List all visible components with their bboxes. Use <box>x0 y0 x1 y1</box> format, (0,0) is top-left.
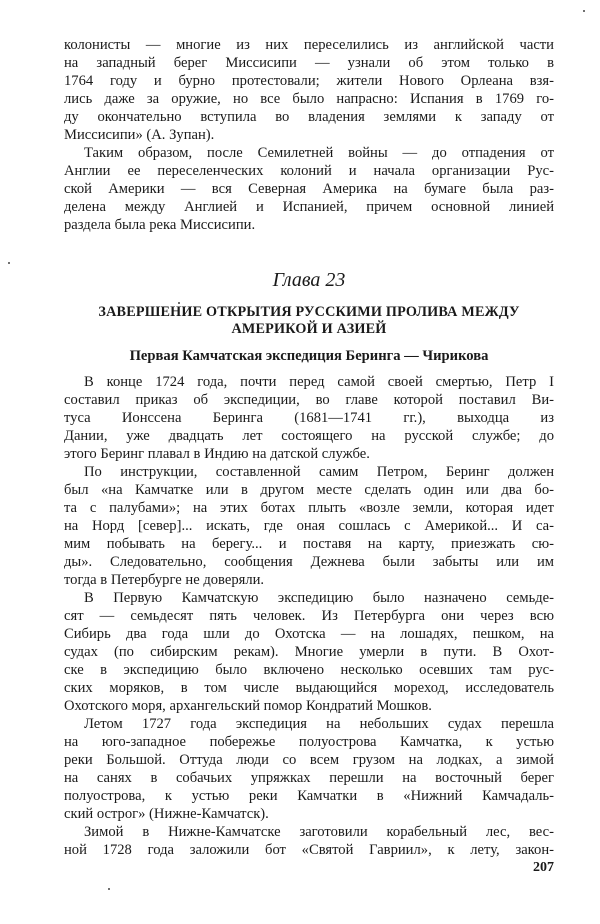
text-line: мим побывать на берегу... и поставя на карту, приезжать сю- <box>64 536 554 552</box>
text-line: сят — семьдесят пять человек. Из Петербурга они через всю <box>64 608 554 624</box>
text-line: раздела была река Миссисипи. <box>64 217 256 233</box>
scan-speck <box>8 262 10 264</box>
text-line: Дании, уже двадцать лет состоящего на русской службе; до <box>64 428 554 444</box>
text-line: ду окончательно вступила во владения землями к западу от <box>64 109 554 125</box>
text-line: тогда в Петербурге не доверяли. <box>64 572 265 588</box>
text-line: был «на Камчатке или в другом месте сделать один или два бо- <box>64 482 554 498</box>
scan-speck <box>108 888 110 890</box>
text-line: лись даже за оружие, но все было напрасно: Испания в 1769 го- <box>64 91 554 107</box>
page-number: 207 <box>533 860 554 875</box>
text-line: 1764 году и бурно протестовали; жители Нового Орлеана взя- <box>64 73 554 89</box>
body-paragraph-1 <box>64 373 554 463</box>
text-line: Сибирь два года шли до Охотска — на лошадях, пешком, на <box>64 626 554 642</box>
text-line: на Норд [север]... искать, где оная сошлась с Америкой... И са- <box>64 518 554 534</box>
text-line: ский острог» (Нижне-Камчатск). <box>64 806 269 822</box>
body-paragraph-4 <box>64 715 554 823</box>
text-line: По инструкции, составленной самим Петром, Беринг должен <box>84 464 554 480</box>
text-line: та с палубами»; на этих ботах плыть «возле земли, которая идет <box>64 500 554 516</box>
text-line: Летом 1727 года экспедиция на небольших судах перешла <box>84 716 554 732</box>
body-paragraph-2 <box>64 463 554 589</box>
text-line: В Первую Камчатскую экспедицию было назначено семьде- <box>84 590 554 606</box>
text-line: реки Большой. Оттуда люди со всем грузом на лодках, а зимой <box>64 752 554 768</box>
body-paragraph-3 <box>64 589 554 715</box>
intro-paragraph-2 <box>64 144 554 234</box>
text-line: Охотского моря, архангельский помор Кондратий Мошков. <box>64 698 432 714</box>
text-line: на санях в собачьих упряжках перешли на восточный берег <box>64 770 554 786</box>
book-page <box>64 36 554 896</box>
text-line: составил приказ об экспедиции, во главе которой поставил Ви- <box>64 392 554 408</box>
text-line: ной 1728 года заложили бот «Святой Гавриил», к лету, закон- <box>64 842 554 858</box>
text-line: Зимой в Нижне-Камчатске заготовили корабельный лес, вес- <box>84 824 554 840</box>
text-line: на юго-западное побережье полуострова Камчатка, к устью <box>64 734 554 750</box>
text-line: судах (по сибирским рекам). Многие умерли в пути. В Охот- <box>64 644 554 660</box>
text-line: В конце 1724 года, почти перед самой своей смертью, Петр I <box>84 374 554 390</box>
scan-speck <box>583 10 585 12</box>
chapter-heading-line-1: ЗАВЕРШЕНИЕ ОТКРЫТИЯ РУССКИМИ ПРОЛИВА МЕЖДУ <box>98 304 520 320</box>
text-line: Таким образом, после Семилетней войны — до отпадения от <box>84 145 554 161</box>
section-heading: Первая Камчатская экспедиция Беринга — Чирикова <box>129 348 489 364</box>
intro-paragraph-1 <box>64 36 554 144</box>
text-line: этого Беринг плавал в Индию на датской службе. <box>64 446 370 462</box>
text-line: ских моряков, в том числе выдающийся мореход, исследователь <box>64 680 554 696</box>
text-line: ды». Следовательно, сообщения Дежнева были забыты или им <box>64 554 554 570</box>
text-line: полуострова, к устью реки Камчатки в «Нижний Камчадаль- <box>64 788 554 804</box>
text-line: ской Америки — вся Северная Америка на бумаге была раз- <box>64 181 554 197</box>
text-line: ске в экспедицию было включено несколько осевших там рус- <box>64 662 554 678</box>
text-line: Англии ее переселенческих колоний и начала организации Рус- <box>64 163 554 179</box>
chapter-heading <box>64 304 554 338</box>
chapter-title: Глава 23 <box>272 269 346 291</box>
text-line: на западный берег Миссисипи — узнали об этом только в <box>64 55 554 71</box>
text-line: делена между Англией и Испанией, причем основной линией <box>64 199 554 215</box>
body-paragraph-5 <box>64 823 554 859</box>
text-line: колонисты — многие из них переселились из английской части <box>64 37 554 53</box>
scan-speck <box>178 302 180 304</box>
text-line: Миссисипи» (А. Зупан). <box>64 127 215 143</box>
text-line: туса Ионссена Беринга (1681—1741 гг.), выходца из <box>64 410 554 426</box>
chapter-heading-line-2: АМЕРИКОЙ И АЗИЕЙ <box>231 321 387 337</box>
